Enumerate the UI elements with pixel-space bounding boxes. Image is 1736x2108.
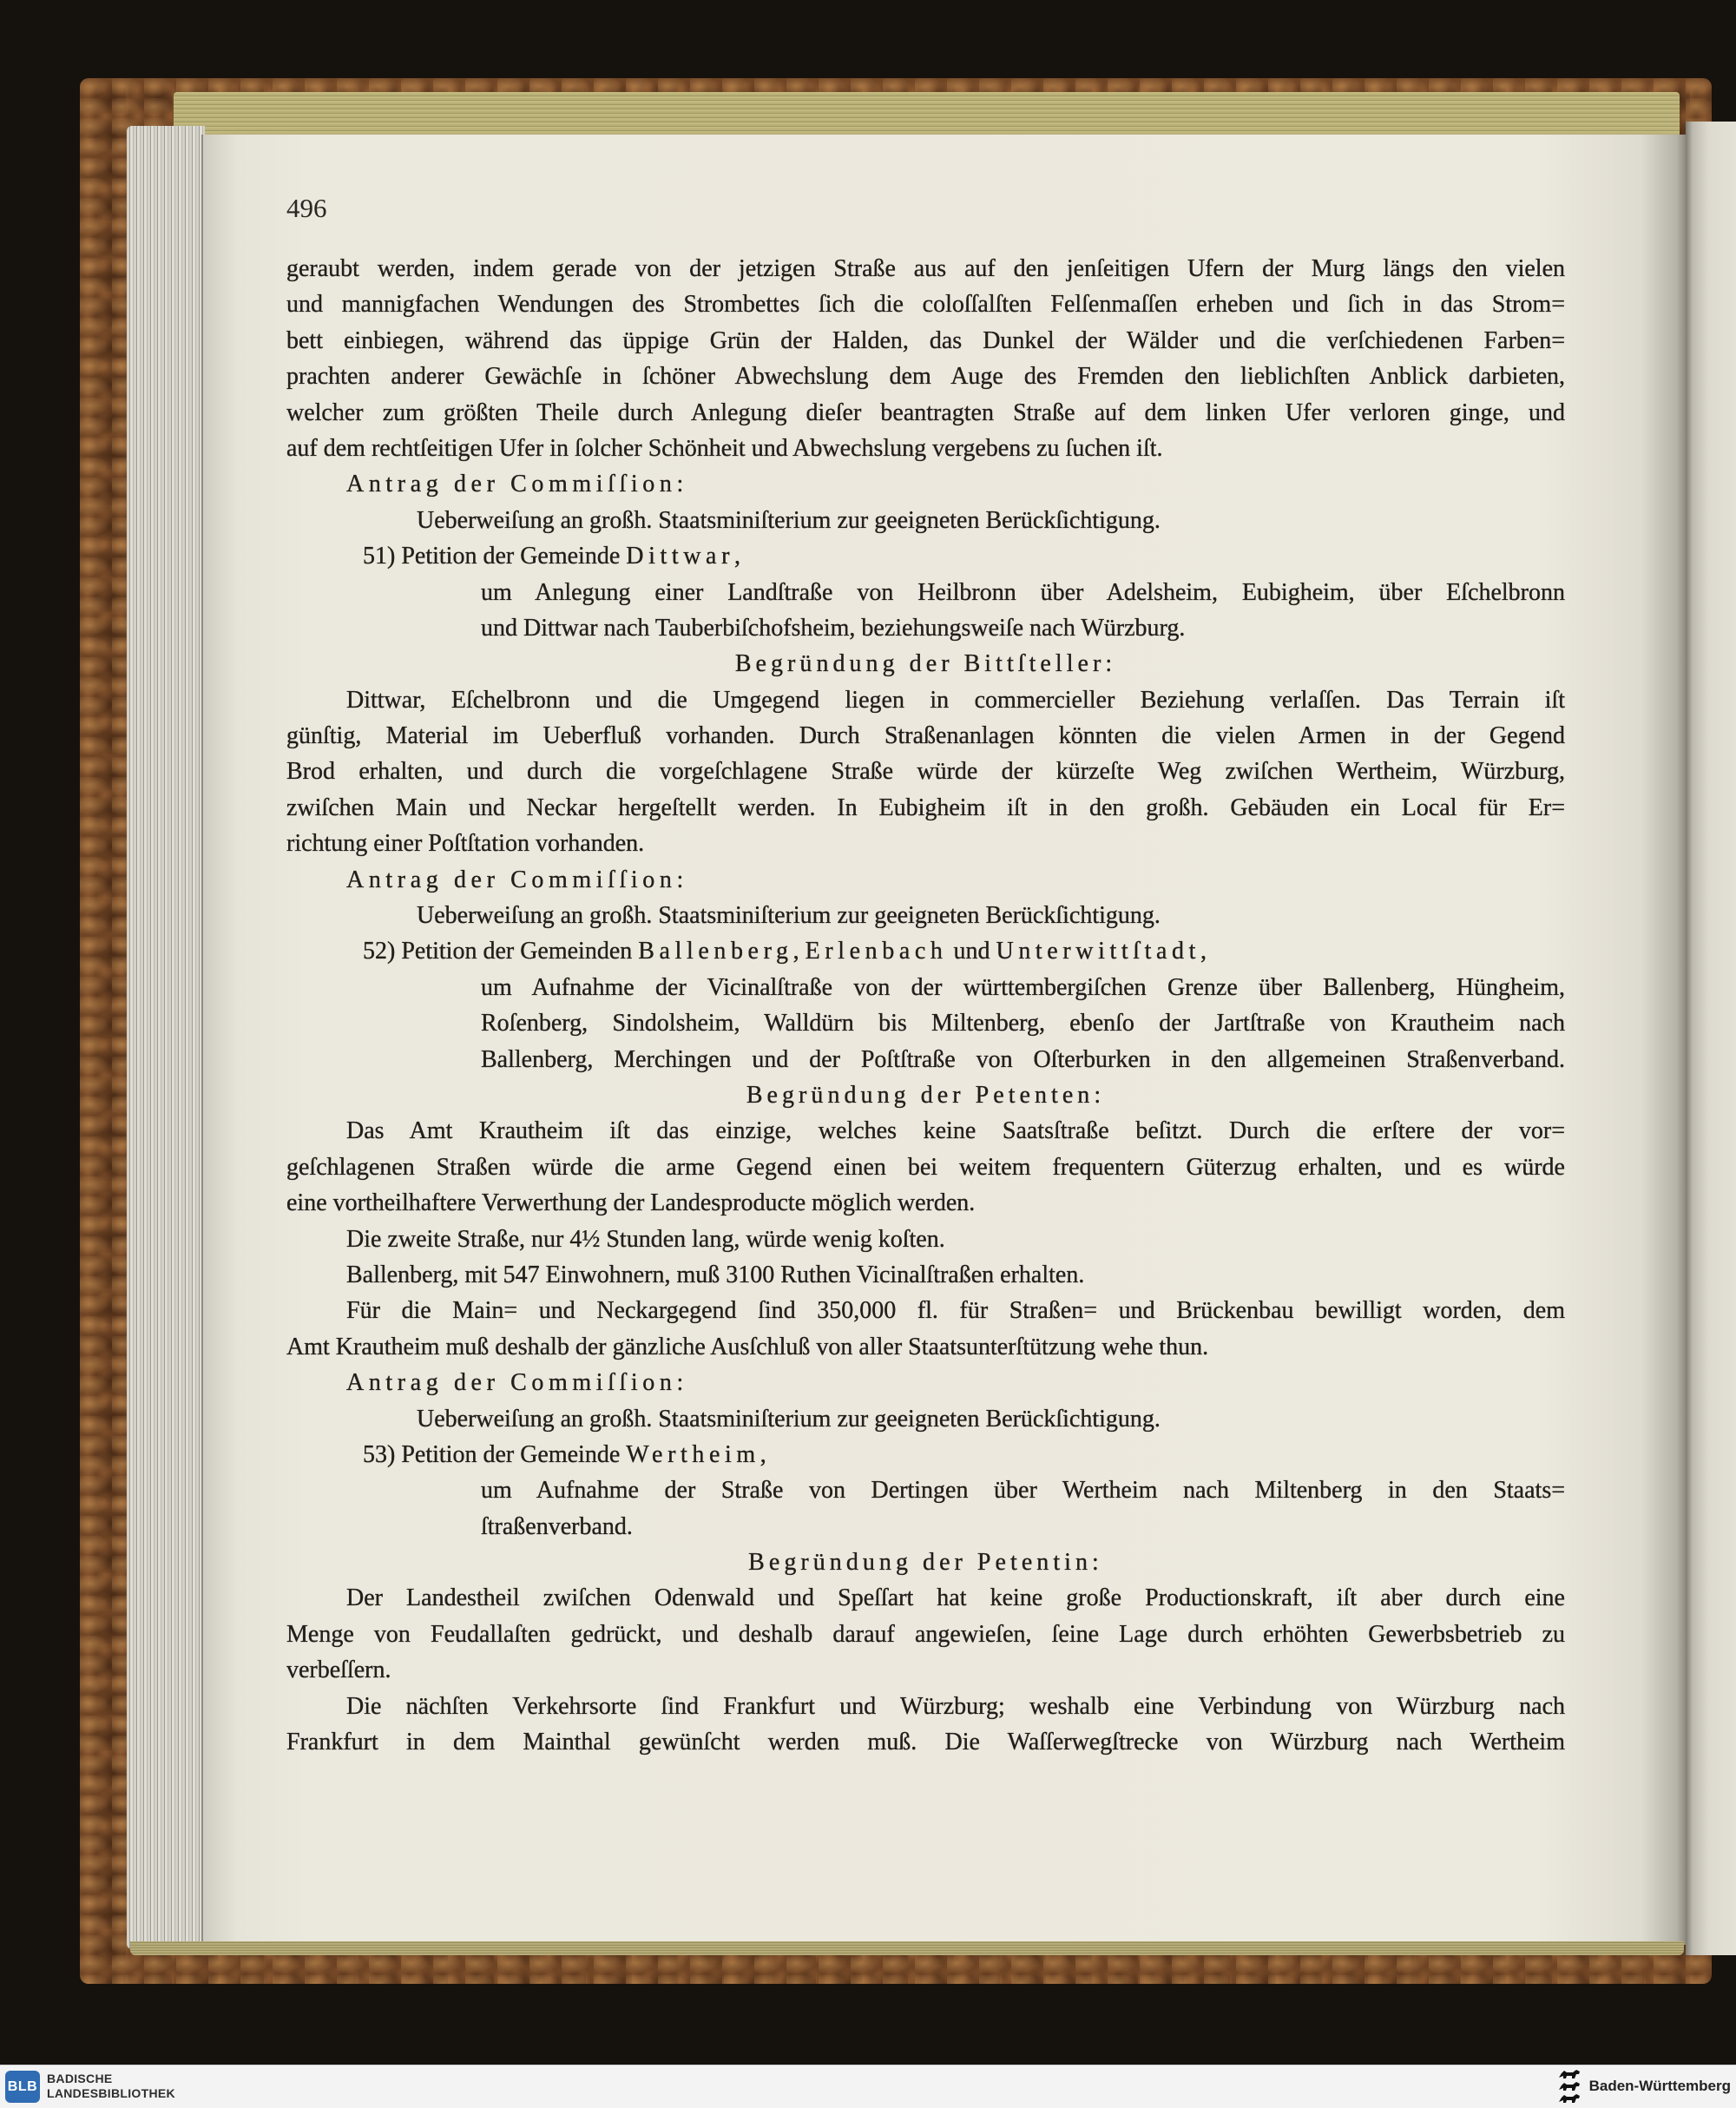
library-name-line1: BADISCHE bbox=[47, 2072, 113, 2085]
petitioner-name: Wertheim bbox=[626, 1440, 760, 1468]
petition-request-line: und Dittwar nach Tauberbiſchofsheim, beziehungsweiſe nach Würzburg. bbox=[481, 614, 1186, 642]
punctuation: , bbox=[760, 1440, 766, 1468]
text-line: Die nächſten Verkehrsorte ſind Frankfurt und Würzburg; weshalb eine Verbindung von Würzburg nach bbox=[346, 1692, 1565, 1720]
petition-heading-53 bbox=[363, 1437, 1565, 1472]
antrag-text: Ueberweiſung an großh. Staatsminiſterium zur geeigneten Berückſichtigung. bbox=[417, 902, 1161, 930]
text-line: und mannigfachen Wendungen des Strombettes ſich die coloſſalſten Felſenmaſſen erheben und ſich in das Strom= bbox=[286, 291, 1565, 319]
petition-number: 53) bbox=[363, 1440, 396, 1468]
page-block-bottom-edge bbox=[130, 1941, 1684, 1955]
text-line: welcher zum größten Theile durch Anlegung dieſer beantragten Straße auf dem linken Ufer verloren ginge, und bbox=[286, 399, 1565, 426]
text-line: Der Landestheil zwiſchen Odenwald und Speſſart hat keine große Productionskraft, iſt aber durch eine bbox=[346, 1584, 1565, 1612]
page-block-top-edge bbox=[174, 92, 1680, 137]
antrag-heading: Antrag der Commiſſion: bbox=[346, 866, 688, 893]
antrag-heading: Antrag der Commiſſion: bbox=[346, 471, 688, 498]
antrag-heading: Antrag der Commiſſion: bbox=[346, 1369, 688, 1397]
text-line: Dittwar, Eſchelbronn und die Umgegend liegen in commercieller Beziehung verlaſſen. Das Terrain iſt bbox=[346, 686, 1565, 714]
text-line: günſtig, Material im Ueberfluß vorhanden. Durch Straßenanlagen könnten die vielen Armen in der Gegend bbox=[286, 722, 1565, 750]
punctuation: , bbox=[1200, 938, 1207, 965]
petition-request-line: um Anlegung einer Landſtraße von Heilbronn über Adelsheim, Eubigheim, über Eſchelbronn bbox=[481, 578, 1565, 606]
petitioner-name: Erlenbach bbox=[805, 938, 948, 965]
page-text bbox=[286, 251, 1565, 1760]
text-line: auf dem rechtſeitigen Ufer in ſolcher Schönheit und Abwechslung vergebens zu ſuchen iſt. bbox=[286, 434, 1163, 462]
text-line: richtung einer Poſtſtation vorhanden. bbox=[286, 830, 645, 858]
text-line: bett einbiegen, während das üppige Grün der Halden, das Dunkel der Wälder und die verſchiedenen Farben= bbox=[286, 326, 1565, 354]
petitioner-name: Unterwittſtadt bbox=[996, 938, 1200, 965]
petition-number: 51) bbox=[363, 543, 396, 570]
petition-request-line: um Aufnahme der Straße von Dertingen über Wertheim nach Miltenberg in den Staats= bbox=[481, 1477, 1565, 1505]
petition-request-line: um Aufnahme der Vicinalſtraße von der württembergiſchen Grenze über Ballenberg, Hüngheim, bbox=[481, 973, 1565, 1001]
punctuation: , bbox=[792, 938, 799, 965]
reasons-heading: Begründung der Petentin: bbox=[748, 1549, 1103, 1577]
text-line: Das Amt Krautheim iſt das einzige, welches keine Saatsſtraße beſitzt. Durch die erſtere der vor= bbox=[346, 1117, 1565, 1145]
lion-icon bbox=[1559, 2070, 1580, 2078]
petitioner-name: Ballenberg bbox=[638, 938, 793, 965]
text-line: prachten anderer Gewächſe in ſchöner Abwechslung dem Auge des Fremden den lieblichſten Anblick darbieten, bbox=[286, 363, 1565, 391]
facing-page-edge bbox=[1686, 122, 1736, 1955]
text-line: Ballenberg, mit 547 Einwohnern, muß 3100 Ruthen Vicinalſtraßen erhalten. bbox=[346, 1261, 1085, 1288]
text-line: zwiſchen Main und Neckar hergeſtellt werden. In Eubigheim iſt in den großh. Gebäuden ein Local für Er= bbox=[286, 794, 1565, 821]
text-line: geſchlagenen Straßen würde die arme Gegend einen bei weitem frequentern Güterzug erhalten, und es würde bbox=[286, 1153, 1565, 1181]
three-lions-emblem-icon bbox=[1556, 2068, 1583, 2105]
state-name: Baden-Württemberg bbox=[1588, 2078, 1731, 2094]
petition-title: Petition der Gemeinden bbox=[401, 938, 633, 965]
reasons-heading: Begründung der Petenten: bbox=[746, 1081, 1106, 1109]
conjunction: und bbox=[953, 938, 990, 965]
text-line: Die zweite Straße, nur 4½ Stunden lang, würde wenig koſten. bbox=[346, 1225, 945, 1253]
reasons-heading: Begründung der Bittſteller: bbox=[734, 650, 1117, 678]
antrag-text: Ueberweiſung an großh. Staatsminiſterium zur geeigneten Berückſichtigung. bbox=[417, 506, 1161, 534]
petition-heading-51 bbox=[363, 538, 1565, 574]
text-line: eine vortheilhaftere Verwerthung der Landesproducte möglich werden. bbox=[286, 1189, 976, 1217]
viewer-footer bbox=[0, 2065, 1736, 2108]
page-stack-left bbox=[127, 126, 205, 1949]
lion-icon bbox=[1559, 2082, 1580, 2091]
petition-heading-52 bbox=[363, 933, 1565, 969]
petition-request-line: ſtraßenverband. bbox=[481, 1512, 633, 1540]
punctuation: , bbox=[734, 543, 740, 570]
petition-request-line: Ballenberg, Merchingen und der Poſtſtraße von Oſterburken in den allgemeinen Straßenverband. bbox=[481, 1045, 1565, 1073]
text-line: geraubt werden, indem gerade von der jetzigen Straße aus auf den jenſeitigen Ufern der Murg längs den vielen bbox=[286, 255, 1565, 282]
petition-title: Petition der Gemeinde bbox=[401, 1440, 621, 1468]
petition-request-line: Roſenberg, Sindolsheim, Walldürn bis Miltenberg, ebenſo der Jartſtraße von Krautheim nach bbox=[481, 1010, 1565, 1038]
petition-number: 52) bbox=[363, 938, 396, 965]
text-line: Frankfurt in dem Mainthal gewünſcht werden muß. Die Waſſerwegſtrecke von Würzburg nach Wertheim bbox=[286, 1729, 1565, 1756]
petitioner-name: Dittwar bbox=[626, 543, 734, 570]
antrag-text: Ueberweiſung an großh. Staatsminiſterium zur geeigneten Berückſichtigung. bbox=[417, 1405, 1161, 1433]
text-line: Menge von Feudallaſten gedrückt, und deshalb darauf angewieſen, ſeine Lage durch erhöhten Gewerbsbetrieb zu bbox=[286, 1620, 1565, 1648]
library-name-line2: LANDESBIBLIOTHEK bbox=[47, 2086, 175, 2100]
text-line: Amt Krautheim muß deshalb der gänzliche Ausſchluß von aller Staatsunterſtützung wehe thun. bbox=[286, 1333, 1209, 1360]
page-number: 496 bbox=[286, 193, 327, 223]
blb-logo: BLB bbox=[5, 2071, 40, 2103]
text-line: Brod erhalten, und durch die vorgeſchlagene Straße würde der kürzeſte Weg zwiſchen Wertheim, Würzburg, bbox=[286, 758, 1565, 786]
text-line: verbeſſern. bbox=[286, 1657, 391, 1684]
text-line: Für die Main= und Neckargegend ſind 350,000 fl. für Straßen= und Brückenbau bewilligt worden, dem bbox=[346, 1297, 1565, 1325]
lion-icon bbox=[1559, 2094, 1580, 2103]
petition-title: Petition der Gemeinde bbox=[401, 543, 621, 570]
